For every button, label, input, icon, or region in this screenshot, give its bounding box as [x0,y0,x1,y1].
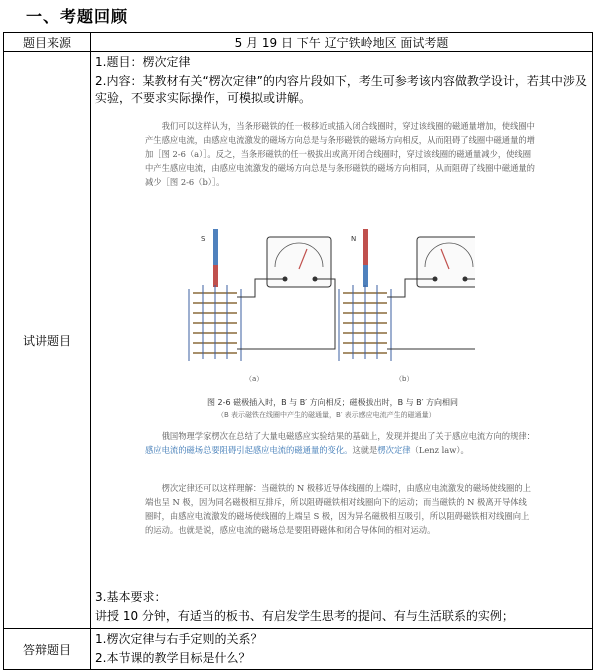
magnet-n-label: N [351,235,357,243]
bar-magnet-icon [213,229,218,265]
requirements-heading: 3.基本要求： [95,590,167,604]
table-header-row [4,33,593,52]
qa-content [91,629,593,670]
topic-line: 1.题目：楞次定律 [95,55,191,69]
trial-label: 试讲题目 [4,52,91,629]
setup-b [339,229,475,383]
excerpt-paragraph-2 [145,429,535,457]
magnet-s-label: S [201,235,206,243]
label-b: （b） [395,375,414,383]
experiment-illustration [175,223,475,393]
figure-caption: 图 2-6 磁极插入时，B 与 B′ 方向相反；磁极拔出时，B 与 B′ 方向相同 [207,398,458,407]
bar-magnet-north-icon [213,265,218,287]
requirements-detail: 讲授 10 分钟，有适当的板书、有启发学生思考的提问、有与生活联系的实例； [95,609,514,623]
setup-a [189,229,335,383]
source-label: 题目来源 [4,33,91,52]
label-a: （a） [245,375,264,383]
textbook-excerpt [95,107,588,587]
exam-table [3,32,593,670]
qa-row [4,629,593,670]
qa-question-1: 1.楞次定律与右手定则的关系？ [95,632,263,646]
lenz-this-is-text: 这就是 [352,445,378,455]
qa-question-2: 2.本节课的教学目标是什么？ [95,651,251,665]
trial-content [91,52,593,629]
figure-subcaption: （B 表示磁铁在线圈中产生的磁通量，B′ 表示感应电流产生的磁通量） [217,411,436,419]
lenz-law-statement: 感应电流的磁场总要阻碍引起感应电流的磁通量的变化。 [145,445,353,455]
lenz-law-term: 楞次定律 [377,445,411,455]
content-line: 2.内容：某教材有关“楞次定律”的内容片段如下，考生可参考该内容做教学设计，若其中涉及实验，不要求实际操作，可模拟或讲解。 [95,74,587,105]
bar-magnet-south-icon [363,265,368,287]
lenz-intro-text: 俄国物理学家楞次在总结了大量电磁感应实验结果的基础上，发现并提出了关于感应电流方向的规律： [161,431,535,441]
bar-magnet-icon [363,229,368,265]
trial-row [4,52,593,629]
source-value: 5 月 19 日 下午 辽宁铁岭地区 面试考题 [91,33,593,52]
section-heading: 一、考题回顾 [26,7,129,26]
excerpt-paragraph-1: 我们可以这样认为，当条形磁铁的任一极移近或插入闭合线圈时，穿过该线圈的磁通量增加，使线圈中产生感应电流，由感应电流激发的磁场方向总是与条形磁铁的磁场方向相反，从而阻碍了线圈中磁通量的增加［图 2-6（a）］。反之，当条形磁铁的任一极拔出或离开闭合线圈时，穿过该线圈的磁通量减少，使线圈中产生感应电流，由感应电流激发的磁场方向总是与条形磁铁的磁场方向相同，从而阻碍了线圈中磁通量的减少［图 2-6（b）］。 [145,121,535,187]
excerpt-paragraph-3: 楞次定律还可以这样理解：当磁铁的 N 极移近导体线圈的上端时，由感应电流激发的磁场使线圈的上端也呈 N 极，因为同名磁极相互排斥，所以阻碍磁铁相对线圈向下的运动；而当磁铁的 N 极离开导体线圈时，由感应电流激发的磁场使线圈的上端呈 S 极，因为异名磁极相互吸引，所以阻碍磁铁相对线圈向上的运动。也就是说，感应电流的磁场总是要阻碍磁体和闭合导体间的相对运动。 [145,483,531,535]
qa-label: 答辩题目 [4,629,91,670]
lenz-law-english: （Lenz law）。 [410,445,469,455]
